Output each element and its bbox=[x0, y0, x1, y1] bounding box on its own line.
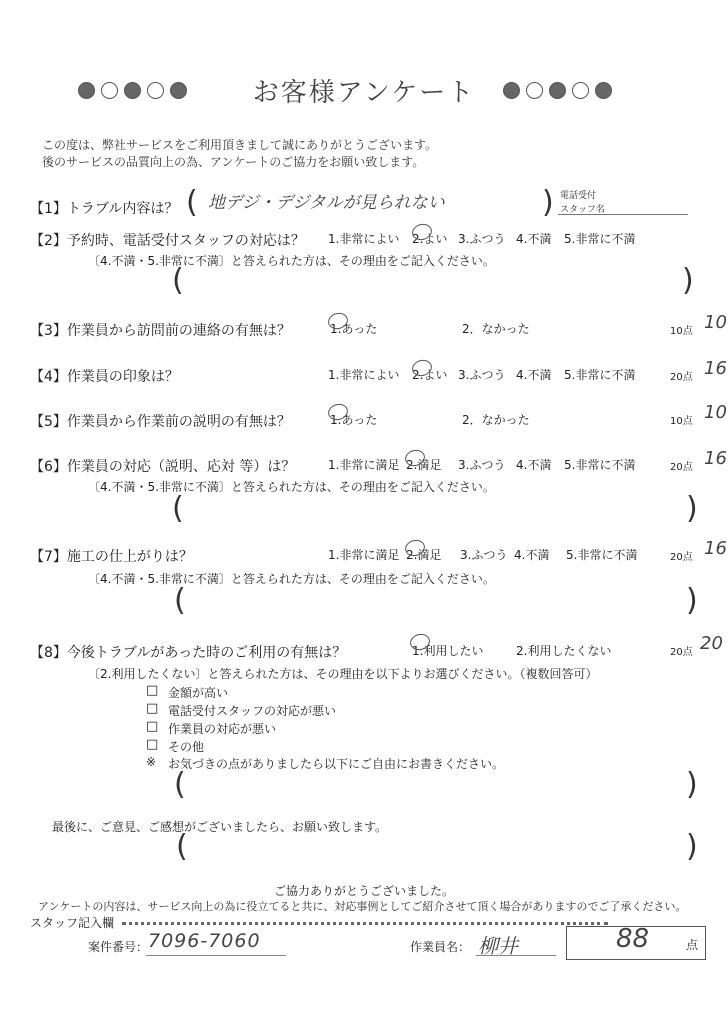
q8-reason-4: その他 bbox=[168, 740, 205, 754]
closing-bracket-open: ( bbox=[176, 829, 188, 864]
q1-staff-line bbox=[558, 214, 688, 215]
q1-staff-label-2: スタッフ名 bbox=[560, 205, 606, 215]
q7-option-3[interactable]: 3.ふつう bbox=[460, 548, 508, 562]
staff-entry-label: スタッフ記入欄 bbox=[30, 916, 115, 930]
q5-label: 【5】作業員から作業前の説明の有無は？ bbox=[30, 414, 291, 430]
case-number-underline bbox=[146, 955, 286, 956]
q4-points: 20点 bbox=[670, 372, 693, 383]
q6-option-4[interactable]: 4.不満 bbox=[516, 458, 552, 472]
q4-score: 16 bbox=[704, 358, 727, 379]
closing-text: 最後に、ご意見、ご感想がございましたら、お願い致します。 bbox=[52, 820, 388, 834]
case-number-label: 案件番号： bbox=[88, 940, 149, 954]
q8-note-asterisk: ※ bbox=[146, 755, 157, 769]
q2-reason-bracket-close: ) bbox=[682, 263, 694, 298]
q7-reason-bracket-open: ( bbox=[174, 583, 186, 618]
q2-sub: 〔4.不満・5.非常に不満〕と答えられた方は、その理由をご記入ください。 bbox=[88, 254, 495, 268]
q7-reason-bracket-close: ) bbox=[686, 583, 698, 618]
q6-points: 20点 bbox=[670, 462, 693, 473]
q6-reason-bracket-close: ) bbox=[686, 491, 698, 526]
q8-reason-4-checkbox[interactable]: □ bbox=[146, 737, 159, 752]
q7-option-4[interactable]: 4.不満 bbox=[514, 548, 550, 562]
q2-option-1[interactable]: 1.非常によい bbox=[328, 232, 400, 246]
q7-score: 16 bbox=[704, 538, 727, 559]
q6-reason-bracket-open: ( bbox=[172, 491, 184, 526]
q7-points: 20点 bbox=[670, 552, 693, 563]
q7-option-5[interactable]: 5.非常に不満 bbox=[566, 548, 638, 562]
q5-option-2[interactable]: 2．なかった bbox=[462, 413, 530, 427]
q7-sub: 〔4.不満・5.非常に不満〕と答えられた方は、その理由をご記入ください。 bbox=[88, 572, 495, 586]
q5-points: 10点 bbox=[670, 416, 693, 427]
q6-option-5[interactable]: 5.非常に不満 bbox=[564, 458, 636, 472]
header-dots-right bbox=[503, 82, 612, 99]
q6-option-2[interactable]: 2.満足 bbox=[406, 458, 442, 472]
staff-entry-dotted-line bbox=[122, 922, 608, 925]
q6-option-3[interactable]: 3.ふつう bbox=[458, 458, 506, 472]
q5-option-1[interactable]: 1.あった bbox=[330, 413, 378, 427]
case-number-value: 7096-7060 bbox=[148, 930, 261, 952]
page-title: お客様アンケート bbox=[252, 78, 476, 108]
q1-label: 【1】トラブル内容は？ bbox=[30, 201, 179, 217]
total-score-value: 88 bbox=[616, 924, 650, 954]
q8-note-bracket-close: ) bbox=[686, 767, 698, 802]
q4-label: 【4】作業員の印象は？ bbox=[30, 369, 179, 385]
total-score-unit: 点 bbox=[686, 938, 699, 952]
q8-option-1[interactable]: 1.利用したい bbox=[412, 644, 484, 658]
q3-label: 【3】作業員から訪問前の連絡の有無は？ bbox=[30, 323, 291, 339]
q8-reason-3-checkbox[interactable]: □ bbox=[146, 719, 159, 734]
q2-option-5[interactable]: 5.非常に不満 bbox=[564, 232, 636, 246]
q5-score: 10 bbox=[704, 402, 727, 423]
q8-note-bracket-open: ( bbox=[174, 767, 186, 802]
q8-points: 20点 bbox=[670, 647, 693, 658]
closing-bracket-close: ) bbox=[686, 829, 698, 864]
q6-option-1[interactable]: 1.非常に満足 bbox=[328, 458, 400, 472]
q8-label: 【8】今後トラブルがあった時のご利用の有無は？ bbox=[30, 645, 347, 661]
q1-bracket-open: ( bbox=[186, 185, 198, 220]
q8-option-2[interactable]: 2.利用したくない bbox=[516, 644, 612, 658]
q8-reason-1-checkbox[interactable]: □ bbox=[146, 683, 159, 698]
q2-option-3[interactable]: 3.ふつう bbox=[458, 232, 506, 246]
q8-reason-1: 金額が高い bbox=[168, 686, 229, 700]
q2-option-2[interactable]: 2.よい bbox=[412, 232, 448, 246]
thanks-text: ご協力ありがとうございました。 bbox=[273, 884, 454, 898]
q7-option-2[interactable]: 2.満足 bbox=[406, 548, 442, 562]
q6-sub: 〔4.不満・5.非常に不満〕と答えられた方は、その理由をご記入ください。 bbox=[88, 480, 495, 494]
intro-line-2: 後のサービスの品質向上の為、アンケートのご協力をお願い致します。 bbox=[42, 155, 425, 169]
q4-option-3[interactable]: 3.ふつう bbox=[458, 368, 506, 382]
q6-score: 16 bbox=[704, 448, 727, 469]
worker-name-label: 作業員名： bbox=[410, 940, 471, 954]
q1-staff-label-1: 電話受付 bbox=[560, 191, 597, 201]
q4-option-2[interactable]: 2.よい bbox=[412, 368, 448, 382]
q3-points: 10点 bbox=[670, 326, 693, 337]
q8-reason-2: 電話受付スタッフの対応が悪い bbox=[168, 704, 337, 718]
q3-option-1[interactable]: 1.あった bbox=[330, 322, 378, 336]
q1-answer: 地デジ・デジタルが見られない bbox=[208, 193, 445, 213]
q8-reason-3: 作業員の対応が悪い bbox=[168, 722, 277, 736]
q2-reason-bracket-open: ( bbox=[172, 263, 184, 298]
q3-score: 10 bbox=[704, 312, 727, 333]
q4-option-5[interactable]: 5.非常に不満 bbox=[564, 368, 636, 382]
worker-name-value: 柳井 bbox=[478, 934, 518, 958]
footer-note: アンケートの内容は、サービス向上の為に役立てると共に、対応事例としてご紹介させて頂く場合がありますのでご了承ください。 bbox=[38, 900, 687, 913]
intro-line-1: この度は、弊社サービスをご利用頂きまして誠にありがとうございます。 bbox=[42, 138, 438, 152]
q2-option-4[interactable]: 4.不満 bbox=[516, 232, 552, 246]
q3-option-2[interactable]: 2．なかった bbox=[462, 322, 530, 336]
worker-name-underline bbox=[476, 955, 556, 956]
q1-bracket-close: ) bbox=[542, 185, 554, 220]
q4-option-1[interactable]: 1.非常によい bbox=[328, 368, 400, 382]
q6-label: 【6】作業員の対応（説明、応対 等）は？ bbox=[30, 459, 296, 475]
q7-label: 【7】施工の仕上がりは？ bbox=[30, 549, 193, 565]
q7-option-1[interactable]: 1.非常に満足 bbox=[328, 548, 400, 562]
q4-option-4[interactable]: 4.不満 bbox=[516, 368, 552, 382]
q2-label: 【2】予約時、電話受付スタッフの対応は？ bbox=[30, 233, 305, 249]
q8-reason-2-checkbox[interactable]: □ bbox=[146, 701, 159, 716]
q8-sub: 〔2.利用したくない〕と答えられた方は、その理由を以下よりお選びください。（複数回答可） bbox=[88, 667, 598, 681]
q8-score: 20 bbox=[700, 633, 723, 654]
q8-note: お気づきの点がありましたら以下にご自由にお書きください。 bbox=[168, 757, 505, 771]
